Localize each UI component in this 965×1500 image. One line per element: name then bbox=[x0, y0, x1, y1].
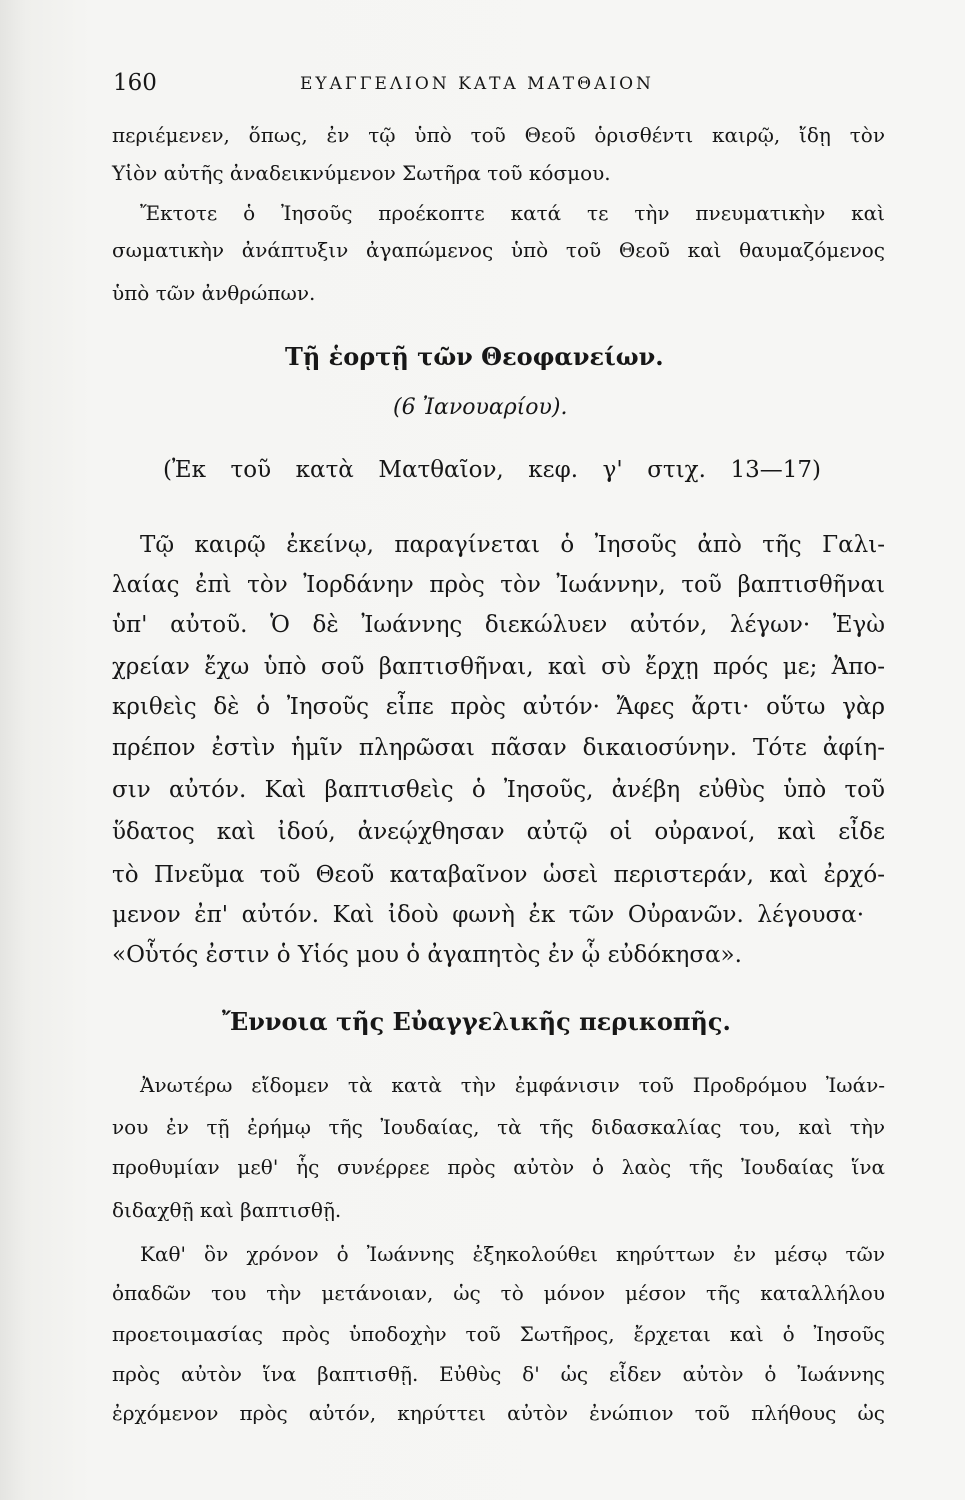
text-line: διδαχθῇ καὶ βαπτισθῇ. bbox=[112, 1198, 342, 1222]
text-line: τὸ Πνεῦμα τοῦ Θεοῦ καταβαῖνον ὡσεὶ περιστεράν, καὶ ἐρχό- bbox=[112, 862, 885, 888]
text-line: ὑπ' αὐτοῦ. Ὁ δὲ Ἰωάννης διεκώλυεν αὐτόν, λέγων· Ἐγὼ bbox=[112, 612, 885, 638]
feast-date: (6 Ἰανουαρίου). bbox=[393, 395, 568, 420]
text-line: σιν αὐτόν. Καὶ βαπτισθεὶς ὁ Ἰησοῦς, ἀνέβη εὐθὺς ὑπὸ τοῦ bbox=[112, 777, 885, 803]
running-title: ΕΥΑΓΓΕΛΙΟΝ ΚΑΤΑ ΜΑΤΘΑΙΟΝ bbox=[300, 74, 654, 94]
commentary-title: Ἔννοια τῆς Εὐαγγελικῆς περικοπῆς. bbox=[222, 1007, 731, 1036]
section-title: Τῇ ἑορτῇ τῶν Θεοφανείων. bbox=[285, 342, 664, 371]
page-number: 160 bbox=[113, 70, 157, 96]
text-line: «Οὗτός ἐστιν ὁ Υἱός μου ὁ ἀγαπητὸς ἐν ᾧ εὐδόκησα». bbox=[112, 942, 742, 968]
text-line: προθυμίαν μεθ' ἧς συνέρρεε πρὸς αὐτὸν ὁ λαὸς τῆς Ἰουδαίας ἵνα bbox=[112, 1155, 885, 1179]
text-line: λαίας ἐπὶ τὸν Ἰορδάνην πρὸς τὸν Ἰωάννην, τοῦ βαπτισθῆναι bbox=[112, 572, 885, 598]
text-line: Ἀνωτέρω εἴδομεν τὰ κατὰ τὴν ἐμφάνισιν τοῦ Προδρόμου Ἰωάν- bbox=[140, 1073, 885, 1097]
text-line: Τῷ καιρῷ ἐκείνῳ, παραγίνεται ὁ Ἰησοῦς ἀπὸ τῆς Γαλι- bbox=[140, 532, 885, 558]
text-line: ὑπὸ τῶν ἀνθρώπων. bbox=[112, 281, 316, 305]
text-line: νου ἐν τῇ ἐρήμῳ τῆς Ἰουδαίας, τὰ τῆς διδασκαλίας του, καὶ τὴν bbox=[112, 1115, 885, 1139]
text-line: Υἱὸν αὐτῆς ἀναδεικνύμενον Σωτῆρα τοῦ κόσμου. bbox=[112, 161, 611, 185]
text-line: σωματικὴν ἀνάπτυξιν ἀγαπώμενος ὑπὸ τοῦ Θεοῦ καὶ θαυμαζόμενος bbox=[112, 238, 885, 262]
text-line: ὀπαδῶν του τὴν μετάνοιαν, ὡς τὸ μόνον μέσον τῆς καταλλήλου bbox=[112, 1281, 885, 1305]
text-line: προετοιμασίας πρὸς ὑποδοχὴν τοῦ Σωτῆρος, ἔρχεται καὶ ὁ Ἰησοῦς bbox=[112, 1322, 885, 1346]
text-line: μενον ἐπ' αὐτόν. Καὶ ἰδοὺ φωνὴ ἐκ τῶν Οὐρανῶν. λέγουσα· bbox=[112, 902, 864, 928]
text-line: Καθ' ὃν χρόνον ὁ Ἰωάννης ἐξηκολούθει κηρύττων ἐν μέσῳ τῶν bbox=[140, 1242, 885, 1266]
text-line: ἐρχόμενον πρὸς αὐτόν, κηρύττει αὐτὸν ἐνώπιον τοῦ πλήθους ὡς bbox=[112, 1401, 885, 1425]
text-line: Ἔκτοτε ὁ Ἰησοῦς προέκοπτε κατά τε τὴν πνευματικὴν καὶ bbox=[140, 201, 885, 225]
text-line: κριθεὶς δὲ ὁ Ἰησοῦς εἶπε πρὸς αὐτόν· Ἄφες ἄρτι· οὕτω γὰρ bbox=[112, 694, 885, 720]
scripture-reference: (Ἐκ τοῦ κατὰ Ματθαῖον, κεφ. γ' στιχ. 13—17) bbox=[163, 457, 821, 483]
text-line: πρέπον ἐστὶν ἡμῖν πληρῶσαι πᾶσαν δικαιοσύνην. Τότε ἀφίη- bbox=[112, 735, 885, 761]
text-line: χρείαν ἔχω ὑπὸ σοῦ βαπτισθῆναι, καὶ σὺ ἔρχῃ πρός με; Ἀπο- bbox=[112, 654, 885, 680]
text-line: πρὸς αὐτὸν ἵνα βαπτισθῇ. Εὐθὺς δ' ὡς εἶδεν αὐτὸν ὁ Ἰωάννης bbox=[112, 1362, 885, 1386]
text-line: ὕδατος καὶ ἰδού, ἀνεῴχθησαν αὐτῷ οἱ οὐρανοί, καὶ εἶδε bbox=[112, 819, 885, 845]
text-line: περιέμενεν, ὅπως, ἐν τῷ ὑπὸ τοῦ Θεοῦ ὁρισθέντι καιρῷ, ἴδῃ τὸν bbox=[112, 123, 885, 147]
